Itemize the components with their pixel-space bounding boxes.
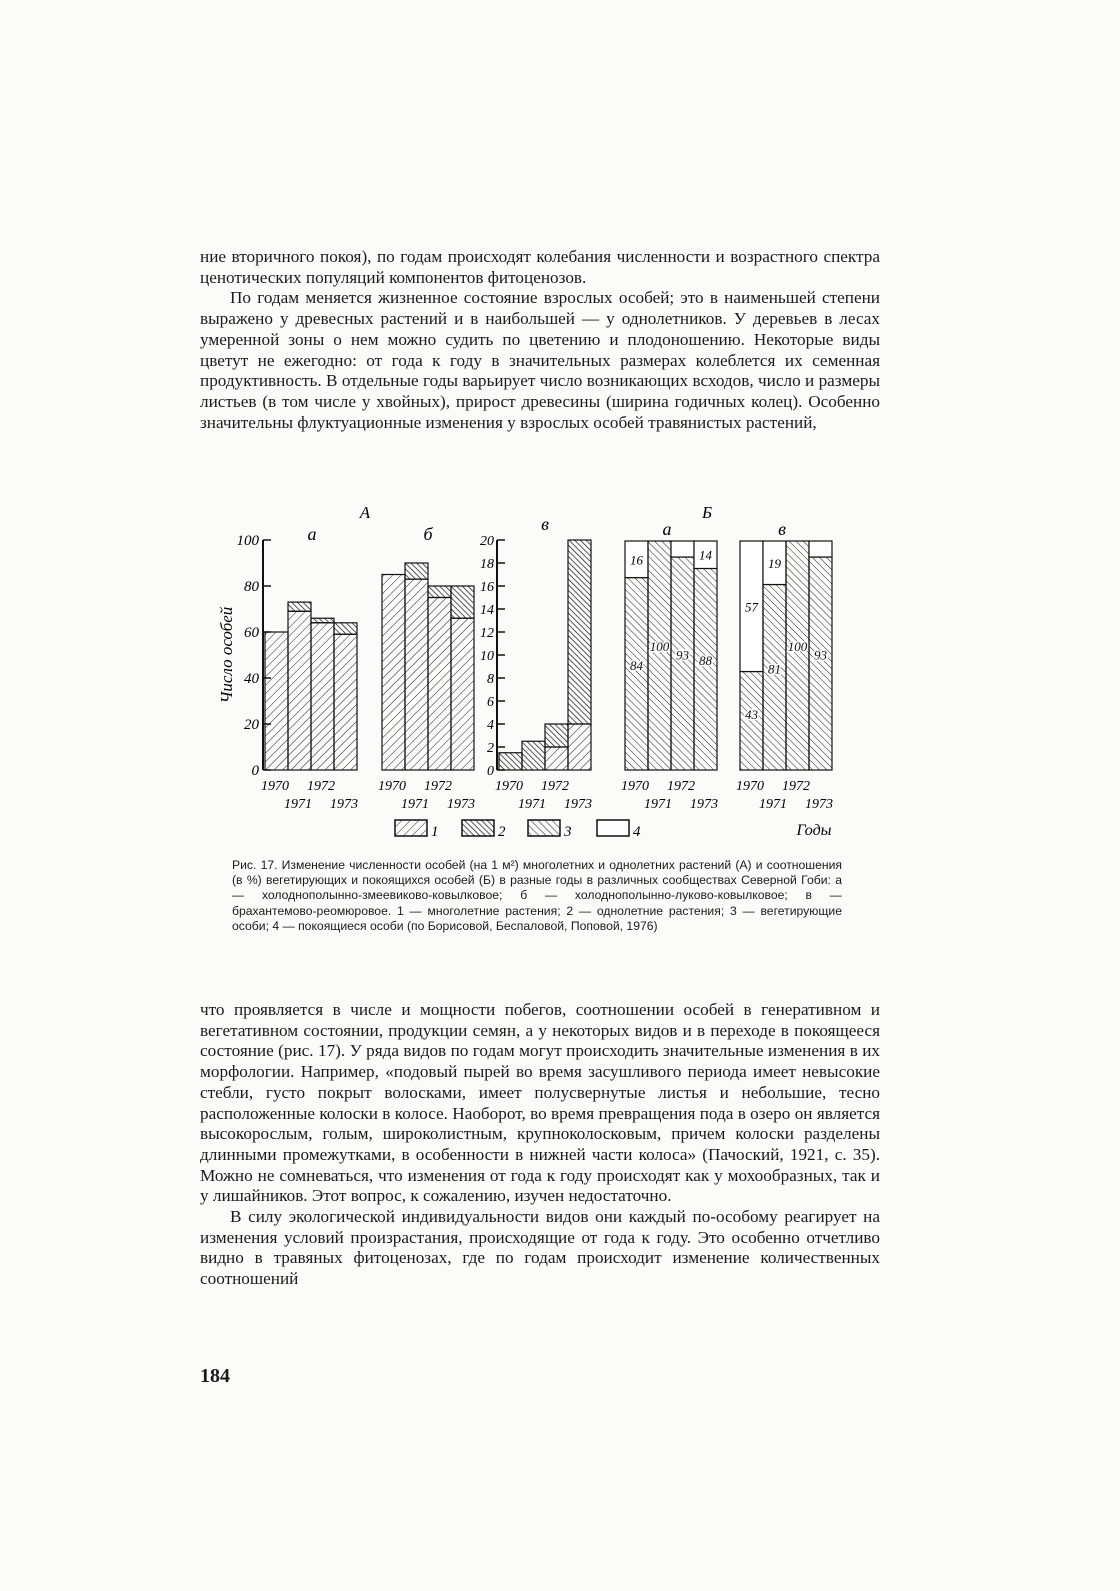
x-tick-label: 1973 bbox=[805, 797, 833, 812]
legend-swatch-2 bbox=[462, 820, 494, 836]
chart-a-bar-1970-s1 bbox=[265, 632, 288, 770]
data-label: 57 bbox=[745, 599, 758, 615]
x-tick-label: 1973 bbox=[330, 797, 358, 812]
data-label: 81 bbox=[768, 661, 781, 677]
legend-key-1: 1 bbox=[431, 824, 439, 840]
chart-в-bar-1973-s4 bbox=[809, 541, 832, 557]
legend-key-2: 2 bbox=[498, 824, 506, 840]
y-tick-label: 16 bbox=[480, 580, 494, 595]
y-tick-label: 4 bbox=[487, 718, 494, 733]
chart-a-bar-1971-s1 bbox=[288, 611, 311, 770]
y-tick-label: 18 bbox=[480, 557, 494, 572]
chart-а-bar-1970-s3 bbox=[625, 578, 648, 770]
legend-key-4: 4 bbox=[633, 824, 641, 840]
chart-title: б bbox=[423, 524, 433, 544]
y-tick-label: 10 bbox=[480, 649, 494, 664]
legend-swatch-4 bbox=[597, 820, 629, 836]
data-label: 14 bbox=[699, 547, 712, 563]
y-axis-label: Число особей bbox=[217, 606, 236, 704]
chart-в-bar-1972-s3 bbox=[786, 541, 809, 770]
x-tick-label: 1970 bbox=[495, 779, 523, 794]
chart-в-bar-1973-s3 bbox=[809, 557, 832, 770]
chart-b-bar-1973-s1 bbox=[451, 618, 474, 770]
chart-b-bar-1971-s2 bbox=[405, 563, 428, 579]
x-tick-label: 1973 bbox=[690, 797, 718, 812]
chart-а-bar-1972-s3 bbox=[671, 557, 694, 770]
chart-в-bar-1971-s3 bbox=[763, 585, 786, 770]
figure-caption: Рис. 17. Изменение численности особей (на 1 м²) многолетних и однолетних растений (А) и соотношения (в %) вегетирующих и покоящихся особей (Б) в разные годы в различных сообществах Северной Гоби: а — холоднополынно-змеевиково-ковылковое; б — холоднополынно-луково-ковылковое; в — брахантемово-реомюровое. 1 — многолетние растения; 2 — однолетние растения; 3 — вегетирующие особи; 4 — покоящиеся особи (по Борисовой, Беспаловой, Поповой, 1976) bbox=[232, 858, 842, 933]
chart-v-bar-1972-s1 bbox=[545, 747, 568, 770]
x-tick-label: 1972 bbox=[424, 779, 452, 794]
body-text-bottom bbox=[200, 1000, 880, 1290]
chart-b-bar-1973-s2 bbox=[451, 586, 474, 618]
panel-group-label: Б bbox=[701, 503, 713, 522]
chart-a-bar-1972-s1 bbox=[311, 623, 334, 770]
page-number: 184 bbox=[200, 1365, 230, 1387]
chart-b-bar-1972-s2 bbox=[428, 586, 451, 598]
x-tick-label: 1970 bbox=[378, 779, 406, 794]
data-label: 93 bbox=[676, 647, 689, 663]
data-label: 19 bbox=[768, 555, 781, 571]
y-tick-label: 2 bbox=[487, 741, 494, 756]
chart-a-bar-1973-s1 bbox=[334, 634, 357, 770]
chart-title: а bbox=[662, 519, 672, 539]
chart-a-bar-1972-s2 bbox=[311, 618, 334, 623]
y-tick-label: 0 bbox=[251, 763, 259, 779]
x-tick-label: 1971 bbox=[284, 797, 312, 812]
data-label: 88 bbox=[699, 653, 712, 669]
data-label: 84 bbox=[630, 657, 643, 673]
chart-а-bar-1973-s3 bbox=[694, 568, 717, 770]
x-tick-label: 1971 bbox=[518, 797, 546, 812]
chart-b-bar-1972-s1 bbox=[428, 598, 451, 771]
data-label: 100 bbox=[649, 638, 670, 654]
x-tick-label: 1971 bbox=[644, 797, 672, 812]
y-tick-label: 12 bbox=[480, 626, 494, 641]
x-tick-label: 1973 bbox=[564, 797, 592, 812]
chart-b-bar-1970-s1 bbox=[382, 575, 405, 771]
data-label: 100 bbox=[787, 638, 808, 654]
y-tick-label: 0 bbox=[487, 764, 494, 779]
y-tick-label: 20 bbox=[244, 717, 259, 733]
y-tick-label: 6 bbox=[487, 695, 494, 710]
chart-а-bar-1971-s3 bbox=[648, 541, 671, 770]
chart-title: а bbox=[307, 524, 317, 544]
y-tick-label: 40 bbox=[244, 671, 259, 687]
chart-title: в bbox=[541, 514, 549, 534]
panel-group-label: А bbox=[359, 503, 371, 522]
y-tick-label: 14 bbox=[480, 603, 494, 618]
x-tick-label: 1972 bbox=[541, 779, 569, 794]
data-label: 43 bbox=[745, 706, 758, 722]
x-tick-label: 1970 bbox=[261, 779, 289, 794]
chart-b-bar-1971-s1 bbox=[405, 579, 428, 770]
chart-v-bar-1970-s2 bbox=[499, 753, 522, 770]
chart-title: в bbox=[778, 519, 786, 539]
chart-v-bar-1973-s1 bbox=[568, 724, 591, 770]
legend-swatch-3 bbox=[528, 820, 560, 836]
paragraph: что проявляется в числе и мощности побегов, соотношении особей в генеративном и вегетативном состоянии, продукции семян, а у некоторых видов и в переходе в покоящееся состояние (рис. 17). У ряда видов по годам могут происходить значительные изменения в их морфологии. Например, «подовый пырей во время засушливого периода имеет невысокие стебли, густо покрыт волосками, имеет полусвернутые листья и небольшие, тесно расположенные колоски в колосе. Наоборот, во время превращения пода в озеро он является высокорослым, голым, широколистным, крупноколосковым, причем колоски разделены длинными промежутками, в особенности в нижней части колоса» (Пачоский, 1921, с. 35). Можно не сомневаться, что изменения от года к году происходят как у мохообразных, так и у лишайников. Этот вопрос, к сожалению, изучен недостаточно. bbox=[200, 1000, 880, 1206]
x-tick-label: 1972 bbox=[782, 779, 810, 794]
data-label: 93 bbox=[814, 647, 827, 663]
x-tick-label: 1970 bbox=[736, 779, 764, 794]
x-axis-label: Годы bbox=[796, 822, 832, 839]
chart-а-bar-1972-s4 bbox=[671, 541, 694, 557]
legend-swatch-1 bbox=[395, 820, 427, 836]
y-tick-label: 60 bbox=[244, 625, 259, 641]
chart-a-bar-1973-s2 bbox=[334, 623, 357, 635]
x-tick-label: 1972 bbox=[307, 779, 335, 794]
paragraph: В силу экологической индивидуальности видов они каждый по-особому реагирует на изменения условий произрастания, происходящие от года к году. Это особенно отчетливо видно в травяных фитоценозах, где по годам происходит изменение количественных соотношений bbox=[200, 1207, 880, 1289]
chart-a-bar-1971-s2 bbox=[288, 602, 311, 611]
x-tick-label: 1972 bbox=[667, 779, 695, 794]
x-tick-label: 1971 bbox=[401, 797, 429, 812]
chart-v-bar-1971-s2 bbox=[522, 741, 545, 770]
y-tick-label: 80 bbox=[244, 579, 259, 595]
data-label: 16 bbox=[630, 552, 643, 568]
x-tick-label: 1970 bbox=[621, 779, 649, 794]
y-tick-label: 20 bbox=[480, 534, 494, 549]
y-tick-label: 8 bbox=[487, 672, 494, 687]
legend-key-3: 3 bbox=[564, 824, 572, 840]
x-tick-label: 1971 bbox=[759, 797, 787, 812]
paragraph: По годам меняется жизненное состояние взрослых особей; это в наименьшей степени выражено у древесных растений и в наибольшей — у однолетников. У деревьев в лесах умеренной зоны о нем можно судить по цветению и плодоношению. Некоторые виды цветут не ежегодно: от года к году в значительных размерах колеблется их семенная продуктивность. В отдельные годы варьирует число возникающих всходов, число и размеры листьев (в том числе у хвойных), прирост древесины (ширина годичных колец). Особенно значительны флуктуационные изменения у взрослых особей травянистых растений, bbox=[200, 288, 880, 432]
x-tick-label: 1973 bbox=[447, 797, 475, 812]
chart-v-bar-1972-s2 bbox=[545, 724, 568, 747]
paragraph: ние вторичного покоя), по годам происходят колебания численности и возрастного спектра ценотических популяций компонентов фитоценозов. bbox=[200, 247, 880, 287]
chart-v-bar-1973-s2 bbox=[568, 540, 591, 724]
y-tick-label: 100 bbox=[236, 533, 259, 549]
